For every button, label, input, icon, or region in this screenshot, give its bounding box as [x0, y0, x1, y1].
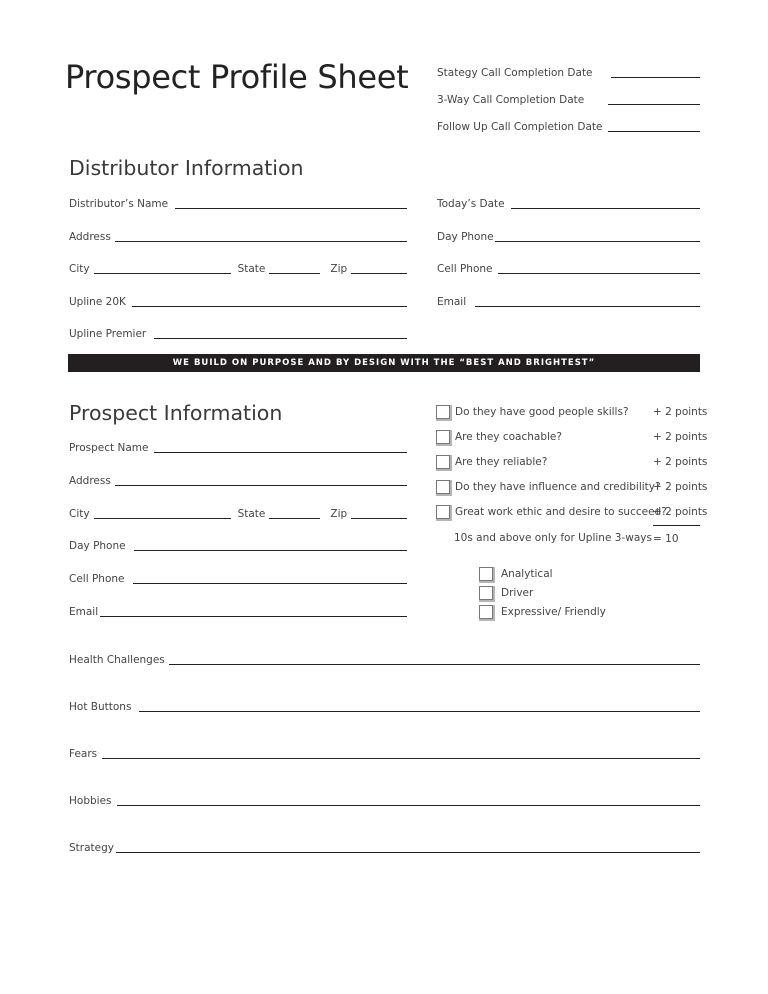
three-way-call-date-field[interactable] — [437, 91, 700, 107]
distributor-name-field[interactable] — [69, 195, 407, 211]
prospect-cell-phone-line[interactable] — [133, 583, 408, 584]
prospect-email-field[interactable] — [69, 603, 407, 619]
distributor-day-phone-label: Day Phone — [437, 231, 494, 243]
follow-up-call-date-label: Follow Up Call Completion Date — [437, 121, 603, 133]
criteria-coachable[interactable] — [436, 430, 562, 444]
distributor-city-line[interactable] — [94, 273, 231, 274]
distributor-address-field[interactable] — [69, 228, 407, 244]
criteria-label: Do they have influence and credibility? — [455, 481, 661, 493]
criteria-work-ethic[interactable] — [436, 505, 667, 519]
prospect-city-state-zip[interactable] — [69, 505, 407, 521]
criteria-reliable[interactable] — [436, 455, 547, 469]
prospect-name-field[interactable] — [69, 439, 407, 455]
checkbox[interactable] — [436, 405, 450, 419]
distributor-state-label: State — [237, 263, 266, 275]
prospect-day-phone-field[interactable] — [69, 537, 407, 553]
three-way-call-date-label: 3-Way Call Completion Date — [437, 94, 585, 106]
prospect-city-line[interactable] — [94, 518, 231, 519]
criteria-label: Great work ethic and desire to succeed? — [455, 506, 667, 518]
todays-date-field[interactable] — [437, 195, 700, 211]
distributor-email-line[interactable] — [475, 306, 700, 307]
criteria-label: Are they coachable? — [455, 431, 562, 443]
prospect-email-line[interactable] — [100, 616, 407, 617]
distributor-zip-line[interactable] — [351, 273, 407, 274]
prospect-address-line[interactable] — [115, 485, 407, 486]
prospect-name-line[interactable] — [154, 452, 407, 453]
checkbox[interactable] — [479, 605, 493, 619]
distributor-zip-label: Zip — [330, 263, 348, 275]
criteria-points: + 2 points — [653, 456, 708, 468]
motto-banner: WE BUILD ON PURPOSE AND BY DESIGN WITH THE “BEST AND BRIGHTEST” — [68, 354, 700, 372]
upline-20k-label: Upline 20K — [69, 296, 126, 308]
prospect-zip-line[interactable] — [351, 518, 407, 519]
upline-premier-line[interactable] — [154, 338, 407, 339]
page-title: Prospect Profile Sheet — [65, 58, 409, 96]
hobbies-label: Hobbies — [69, 795, 112, 807]
prospect-state-line[interactable] — [269, 518, 320, 519]
distributor-state-line[interactable] — [269, 273, 320, 274]
personality-label: Analytical — [501, 568, 553, 580]
personality-analytical[interactable] — [479, 567, 553, 581]
checkbox[interactable] — [436, 455, 450, 469]
distributor-cell-phone-label: Cell Phone — [437, 263, 493, 275]
follow-up-call-date-line[interactable] — [608, 131, 700, 132]
prospect-email-label: Email — [69, 606, 99, 618]
strategy-call-date-line[interactable] — [611, 77, 700, 78]
threshold-note: 10s and above only for Upline 3-ways — [454, 532, 652, 544]
strategy-line[interactable] — [116, 852, 700, 853]
hot-buttons-line[interactable] — [139, 711, 700, 712]
three-way-call-date-line[interactable] — [608, 104, 700, 105]
strategy-call-date-label: Stategy Call Completion Date — [437, 67, 593, 79]
personality-driver[interactable] — [479, 586, 533, 600]
criteria-points: + 2 points — [653, 431, 708, 443]
hobbies-field[interactable] — [69, 792, 700, 808]
criteria-label: Are they reliable? — [455, 456, 548, 468]
hot-buttons-field[interactable] — [69, 698, 700, 714]
strategy-label: Strategy — [69, 842, 114, 854]
prospect-address-label: Address — [69, 475, 111, 487]
criteria-points: + 2 points — [653, 481, 708, 493]
criteria-people-skills[interactable] — [436, 405, 629, 419]
criteria-label: Do they have good people skills? — [455, 406, 629, 418]
personality-label: Expressive/ Friendly — [501, 606, 606, 618]
prospect-address-field[interactable] — [69, 472, 407, 488]
todays-date-label: Today’s Date — [437, 198, 505, 210]
distributor-cell-phone-field[interactable] — [437, 260, 700, 276]
checkbox[interactable] — [436, 480, 450, 494]
prospect-state-label: State — [237, 508, 266, 520]
hobbies-line[interactable] — [117, 805, 701, 806]
fears-field[interactable] — [69, 745, 700, 761]
upline-premier-label: Upline Premier — [69, 328, 147, 340]
prospect-day-phone-label: Day Phone — [69, 540, 126, 552]
distributor-city-label: City — [69, 263, 90, 275]
health-challenges-label: Health Challenges — [69, 654, 165, 666]
personality-expressive[interactable] — [479, 605, 606, 619]
checkbox[interactable] — [436, 505, 450, 519]
distributor-email-field[interactable] — [437, 293, 700, 309]
criteria-influence[interactable] — [436, 480, 661, 494]
prospect-cell-phone-field[interactable] — [69, 570, 407, 586]
distributor-cell-phone-line[interactable] — [498, 273, 701, 274]
prospect-cell-phone-label: Cell Phone — [69, 573, 125, 585]
follow-up-call-date-field[interactable] — [437, 118, 700, 134]
checkbox[interactable] — [436, 430, 450, 444]
distributor-name-label: Distributor’s Name — [69, 198, 169, 210]
hot-buttons-label: Hot Buttons — [69, 701, 132, 713]
distributor-address-line[interactable] — [115, 241, 407, 242]
points-sum-line — [653, 525, 700, 526]
distributor-day-phone-field[interactable] — [437, 228, 700, 244]
upline-20k-line[interactable] — [132, 306, 407, 307]
distributor-address-label: Address — [69, 231, 111, 243]
distributor-day-phone-line[interactable] — [495, 241, 700, 242]
prospect-day-phone-line[interactable] — [134, 550, 407, 551]
prospect-zip-label: Zip — [330, 508, 348, 520]
health-challenges-field[interactable] — [69, 651, 700, 667]
health-challenges-line[interactable] — [169, 664, 700, 665]
distributor-name-line[interactable] — [175, 208, 407, 209]
distributor-email-label: Email — [437, 296, 467, 308]
threshold-total: = 10 — [653, 533, 679, 545]
strategy-call-date-field[interactable] — [437, 64, 700, 80]
todays-date-line[interactable] — [511, 208, 700, 209]
criteria-points: + 2 points — [653, 506, 708, 518]
strategy-field[interactable] — [69, 839, 700, 855]
prospect-name-label: Prospect Name — [69, 442, 149, 454]
prospect-city-label: City — [69, 508, 90, 520]
distributor-city-state-zip[interactable] — [69, 260, 407, 276]
fears-line[interactable] — [102, 758, 700, 759]
prospect-heading: Prospect Information — [69, 401, 283, 425]
checkbox[interactable] — [479, 586, 493, 600]
criteria-points: + 2 points — [653, 406, 708, 418]
distributor-heading: Distributor Information — [69, 156, 304, 180]
fears-label: Fears — [69, 748, 98, 760]
upline-20k-field[interactable] — [69, 293, 407, 309]
personality-label: Driver — [501, 587, 534, 599]
checkbox[interactable] — [479, 567, 493, 581]
upline-premier-field[interactable] — [69, 325, 407, 341]
